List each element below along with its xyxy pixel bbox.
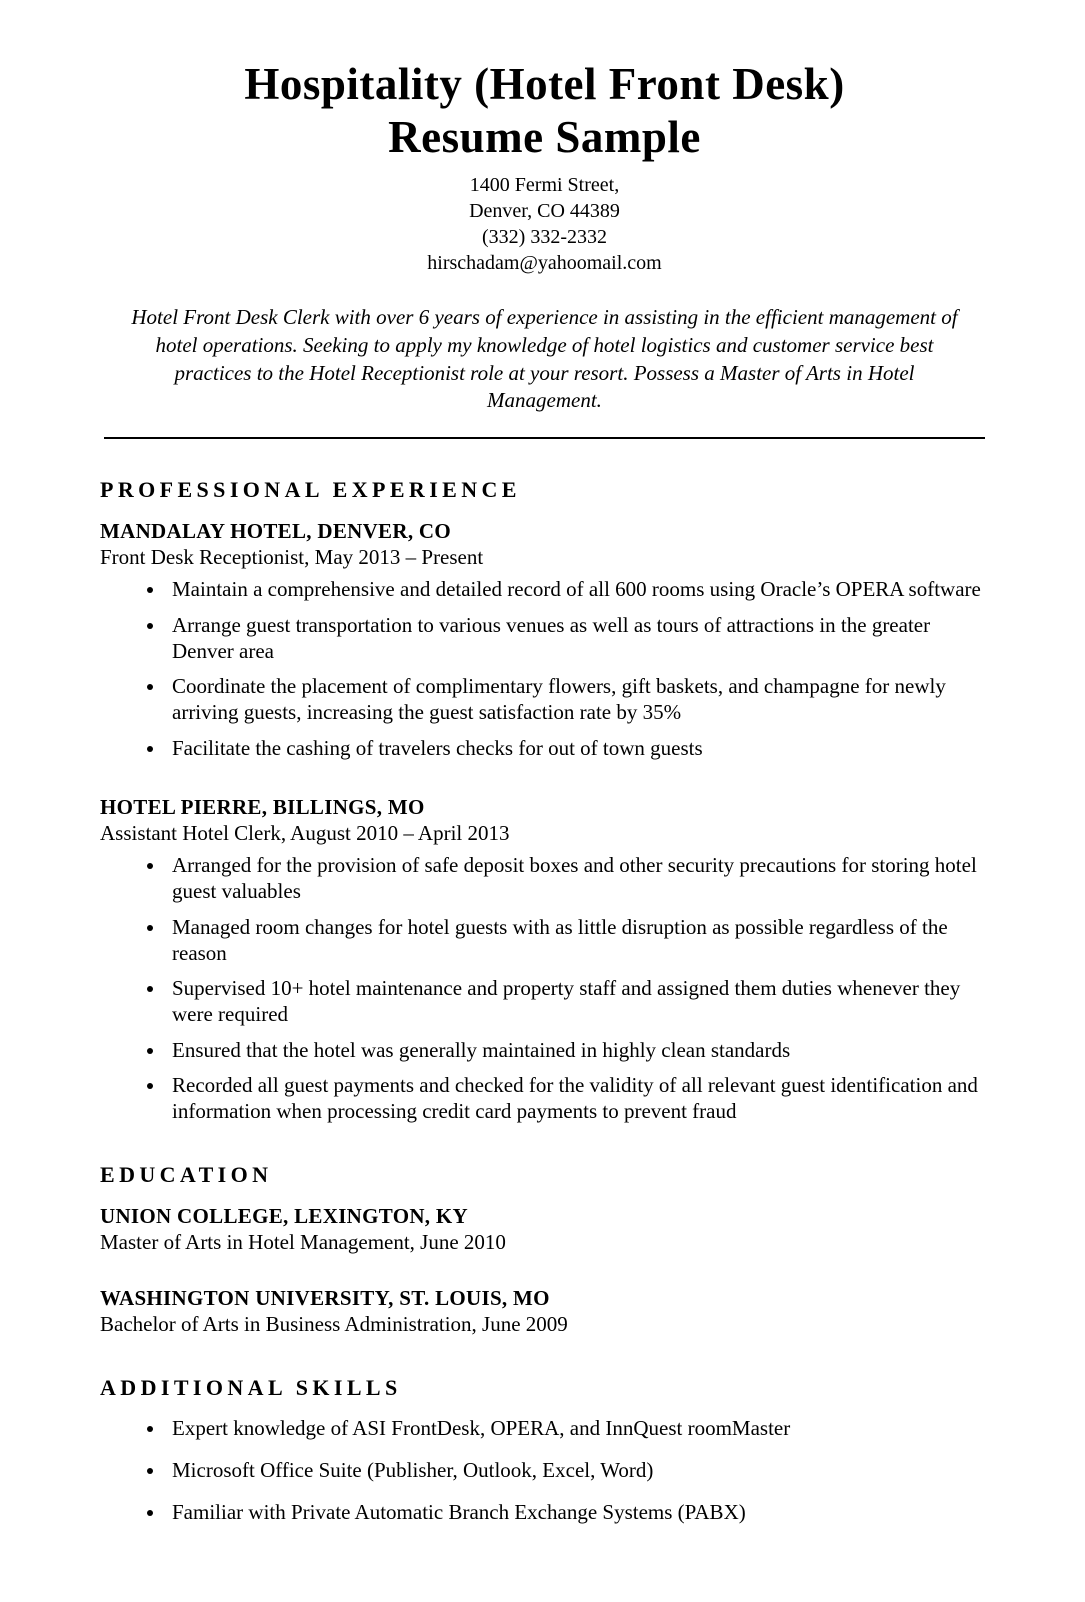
section-skills — [100, 1375, 989, 1526]
job-bullet-list — [100, 852, 989, 1124]
job-bullet: • Arranged for the provision of safe deposit boxes and other security precautions for storing hotel guest valuables — [166, 852, 989, 905]
job-bullet: • Supervised 10+ hotel maintenance and property staff and assigned them duties whenever they were required — [166, 975, 989, 1028]
page-title — [100, 58, 989, 164]
school-entry — [100, 1286, 989, 1337]
section-experience — [100, 477, 989, 1124]
school-degree: Bachelor of Arts in Business Administration, June 2009 — [100, 1311, 568, 1336]
school-name: WASHINGTON UNIVERSITY, ST. LOUIS, MO — [100, 1285, 550, 1310]
address-line1: 1400 Fermi Street, — [469, 174, 620, 197]
job-company: MANDALAY HOTEL, DENVER, CO — [100, 519, 452, 544]
job-bullet: • Maintain a comprehensive and detailed record of all 600 rooms using Oracle’s OPERA software — [166, 576, 989, 602]
job-role-dates: Front Desk Receptionist, May 2013 – Present — [100, 545, 484, 570]
education-heading: EDUCATION — [100, 1162, 273, 1188]
summary-paragraph: Hotel Front Desk Clerk with over 6 years of experience in assisting in the efficient management of hotel operations. Seeking to apply my knowledge of hotel logistics and customer service best practices to the Hotel Receptionist role at your resort. Possess a Master of Arts in Hotel Management. — [131, 305, 958, 413]
skill-bullet: • Expert knowledge of ASI FrontDesk, OPERA, and InnQuest roomMaster — [166, 1415, 989, 1441]
job-bullet: • Arrange guest transportation to various venues as well as tours of attractions in the greater Denver area — [166, 612, 989, 665]
job-bullet: • Facilitate the cashing of travelers checks for out of town guests — [166, 735, 989, 761]
job-role-dates: Assistant Hotel Clerk, August 2010 – April 2013 — [100, 820, 510, 845]
section-education — [100, 1162, 989, 1337]
job-bullet: • Ensured that the hotel was generally maintained in highly clean standards — [166, 1037, 989, 1063]
contact-block — [100, 172, 989, 276]
header-divider — [104, 437, 985, 439]
job-bullet: • Managed room changes for hotel guests with as little disruption as possible regardless of the reason — [166, 914, 989, 967]
job-company: HOTEL PIERRE, BILLINGS, MO — [100, 794, 425, 819]
address-line2: Denver, CO 44389 — [469, 200, 620, 223]
page-title-line1: Hospitality (Hotel Front Desk) — [244, 59, 845, 109]
phone-number: (332) 332-2332 — [482, 226, 607, 249]
job-bullet-list — [100, 576, 989, 761]
school-name: UNION COLLEGE, LEXINGTON, KY — [100, 1204, 468, 1229]
skill-bullet: • Microsoft Office Suite (Publisher, Outlook, Excel, Word) — [166, 1457, 989, 1483]
job-entry — [100, 519, 989, 761]
skill-bullet: • Familiar with Private Automatic Branch Exchange Systems (PABX) — [166, 1499, 989, 1525]
experience-heading: PROFESSIONAL EXPERIENCE — [100, 477, 521, 503]
job-bullet: • Coordinate the placement of complimentary flowers, gift baskets, and champagne for newly arriving guests, increasing the guest satisfaction rate by 35% — [166, 673, 989, 726]
school-degree: Master of Arts in Hotel Management, June 2010 — [100, 1230, 506, 1255]
skills-bullet-list — [100, 1415, 989, 1526]
page-title-line2: Resume Sample — [388, 112, 701, 163]
job-entry — [100, 795, 989, 1125]
skills-heading: ADDITIONAL SKILLS — [100, 1374, 402, 1400]
job-bullet: • Recorded all guest payments and checked for the validity of all relevant guest identification and information when processing credit card payments to prevent fraud — [166, 1072, 989, 1125]
school-entry — [100, 1204, 989, 1255]
email-address: hirschadam@yahoomail.com — [427, 252, 662, 275]
